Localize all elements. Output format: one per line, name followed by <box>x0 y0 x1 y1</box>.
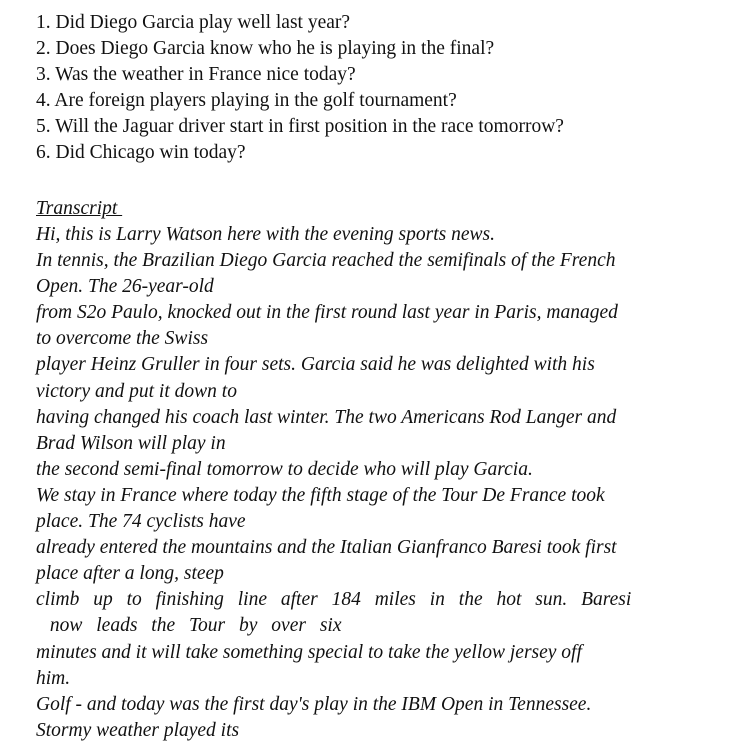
transcript-line: having changed his coach last winter. The two Americans Rod Langer and <box>36 406 617 428</box>
transcript-line: Brad Wilson will play in <box>36 432 226 454</box>
transcript-line: place after a long, steep <box>36 563 224 585</box>
transcript-heading: Transcript <box>36 198 123 219</box>
question-1: 1. Did Diego Garcia play well last year? <box>36 12 351 33</box>
transcript-line: from S2o Paulo, knocked out in the first round last year in Paris, managed <box>36 302 618 324</box>
question-2: 2. Does Diego Garcia know who he is playing in the final? <box>36 38 495 59</box>
transcript-line: already entered the mountains and the Italian Gianfranco Baresi took first <box>36 537 617 559</box>
transcript-section <box>36 196 716 744</box>
transcript-line: Stormy weather played its <box>36 719 240 741</box>
transcript-line: Golf - and today was the first day's play in the IBM Open in Tennessee. <box>36 693 592 715</box>
transcript-line: place. The 74 cyclists have <box>36 511 246 533</box>
transcript-line: now leads the Tour by over six <box>36 615 342 637</box>
transcript-line: to overcome the Swiss <box>36 328 209 350</box>
transcript-line: Open. The 26-year-old <box>36 276 214 298</box>
question-3: 3. Was the weather in France nice today? <box>36 64 356 85</box>
transcript-line: him. <box>36 667 71 689</box>
transcript-line: In tennis, the Brazilian Diego Garcia reached the semifinals of the French <box>36 250 616 272</box>
transcript-line: the second semi-final tomorrow to decide who will play Garcia. <box>36 458 533 480</box>
question-5: 5. Will the Jaguar driver start in first position in the race tomorrow? <box>36 116 564 137</box>
transcript-line: climb up to finishing line after 184 miles in the hot sun. Baresi <box>36 589 632 611</box>
transcript-line: player Heinz Gruller in four sets. Garcia said he was delighted with his <box>36 354 595 376</box>
question-6: 6. Did Chicago win today? <box>36 142 246 163</box>
transcript-line: victory and put it down to <box>36 380 237 402</box>
question-4: 4. Are foreign players playing in the golf tournament? <box>36 90 457 111</box>
transcript-line: minutes and it will take something special to take the yellow jersey off <box>36 641 582 663</box>
transcript-line: We stay in France where today the fifth stage of the Tour De France took <box>36 484 605 506</box>
transcript-line: Hi, this is Larry Watson here with the evening sports news. <box>36 224 495 245</box>
question-list <box>36 10 564 166</box>
